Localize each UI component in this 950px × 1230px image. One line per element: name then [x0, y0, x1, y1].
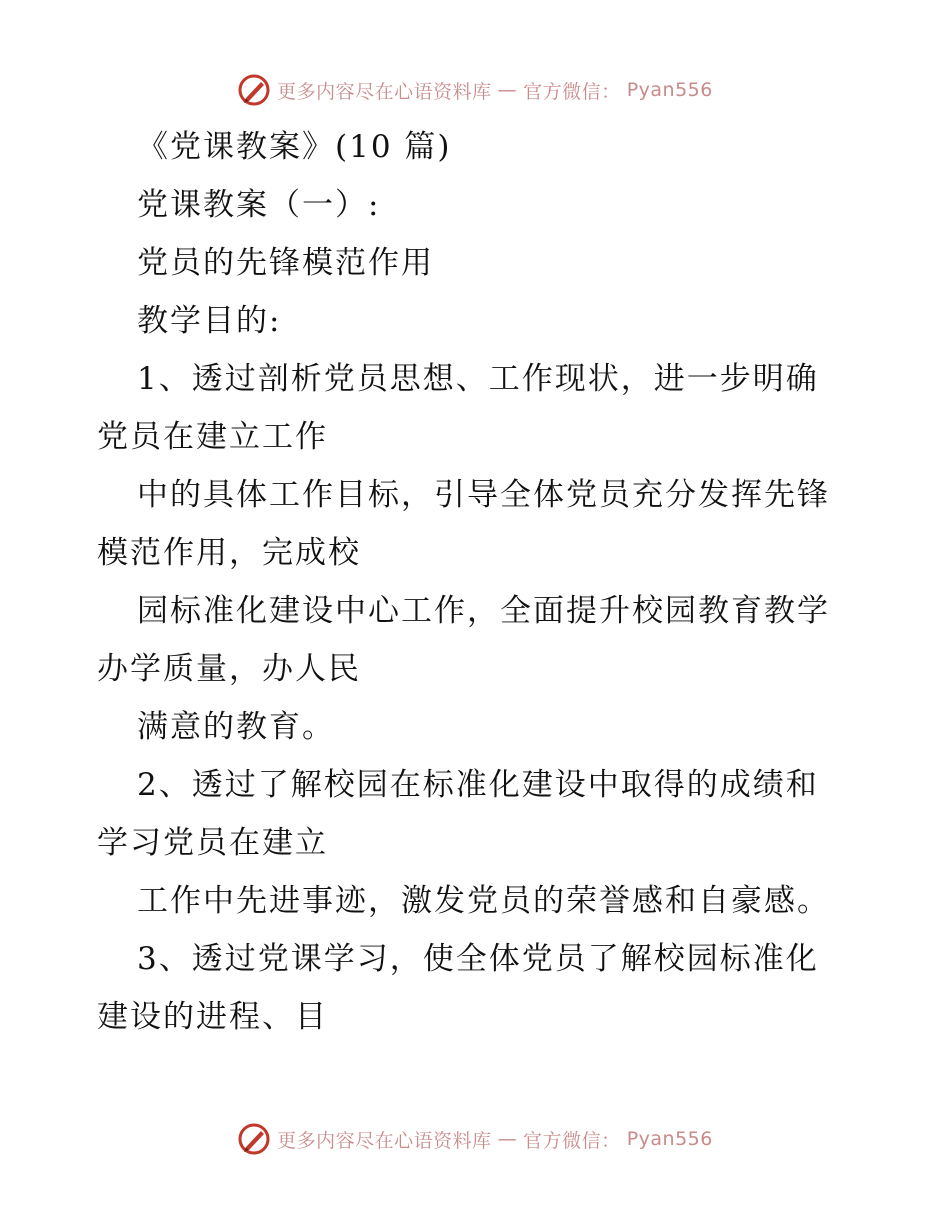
- pen-seal-logo-icon: [237, 73, 271, 107]
- watermark-brand: 更多内容尽在心语资料库: [277, 1129, 492, 1152]
- text-line: 模范作用，完成校: [97, 535, 361, 571]
- text-line: 党员在建立工作: [97, 419, 328, 455]
- watermark-wechat-id: Pyan556: [626, 79, 713, 101]
- text-line: 学习党员在建立: [97, 825, 328, 861]
- lesson-topic: 党员的先锋模范作用: [137, 245, 434, 281]
- text-line: 满意的教育。: [137, 709, 335, 745]
- watermark-separator: —: [497, 1128, 518, 1150]
- watermark-brand: 更多内容尽在心语资料库: [277, 80, 492, 103]
- text-line: 工作中先进事迹，激发党员的荣誉感和自豪感。: [137, 883, 830, 919]
- pen-seal-logo-icon: [237, 1122, 271, 1156]
- document-body: [97, 118, 867, 1046]
- footer-watermark: [0, 1117, 950, 1161]
- text-line: 建设的进程、目: [97, 999, 328, 1035]
- watermark-wechat-id: Pyan556: [626, 1128, 713, 1150]
- text-line: 2、透过了解校园在标准化建设中取得的成绩和: [137, 767, 819, 803]
- text-line: 1、透过剖析党员思想、工作现状，进一步明确: [137, 361, 819, 397]
- watermark-official-label: 官方微信：: [523, 1129, 621, 1152]
- header-watermark: [0, 68, 950, 112]
- watermark-separator: —: [497, 79, 518, 101]
- text-line: 3、透过党课学习，使全体党员了解校园标准化: [137, 941, 819, 977]
- watermark-official-label: 官方微信：: [523, 80, 621, 103]
- text-line: 园标准化建设中心工作，全面提升校园教育教学: [137, 593, 830, 629]
- text-line: 办学质量，办人民: [97, 651, 361, 687]
- lesson-heading: 党课教案（一）:: [137, 187, 381, 223]
- section-heading-objectives: 教学目的:: [137, 303, 282, 339]
- document-title: 《党课教案》(10 篇): [137, 129, 452, 165]
- text-line: 中的具体工作目标，引导全体党员充分发挥先锋: [137, 477, 830, 513]
